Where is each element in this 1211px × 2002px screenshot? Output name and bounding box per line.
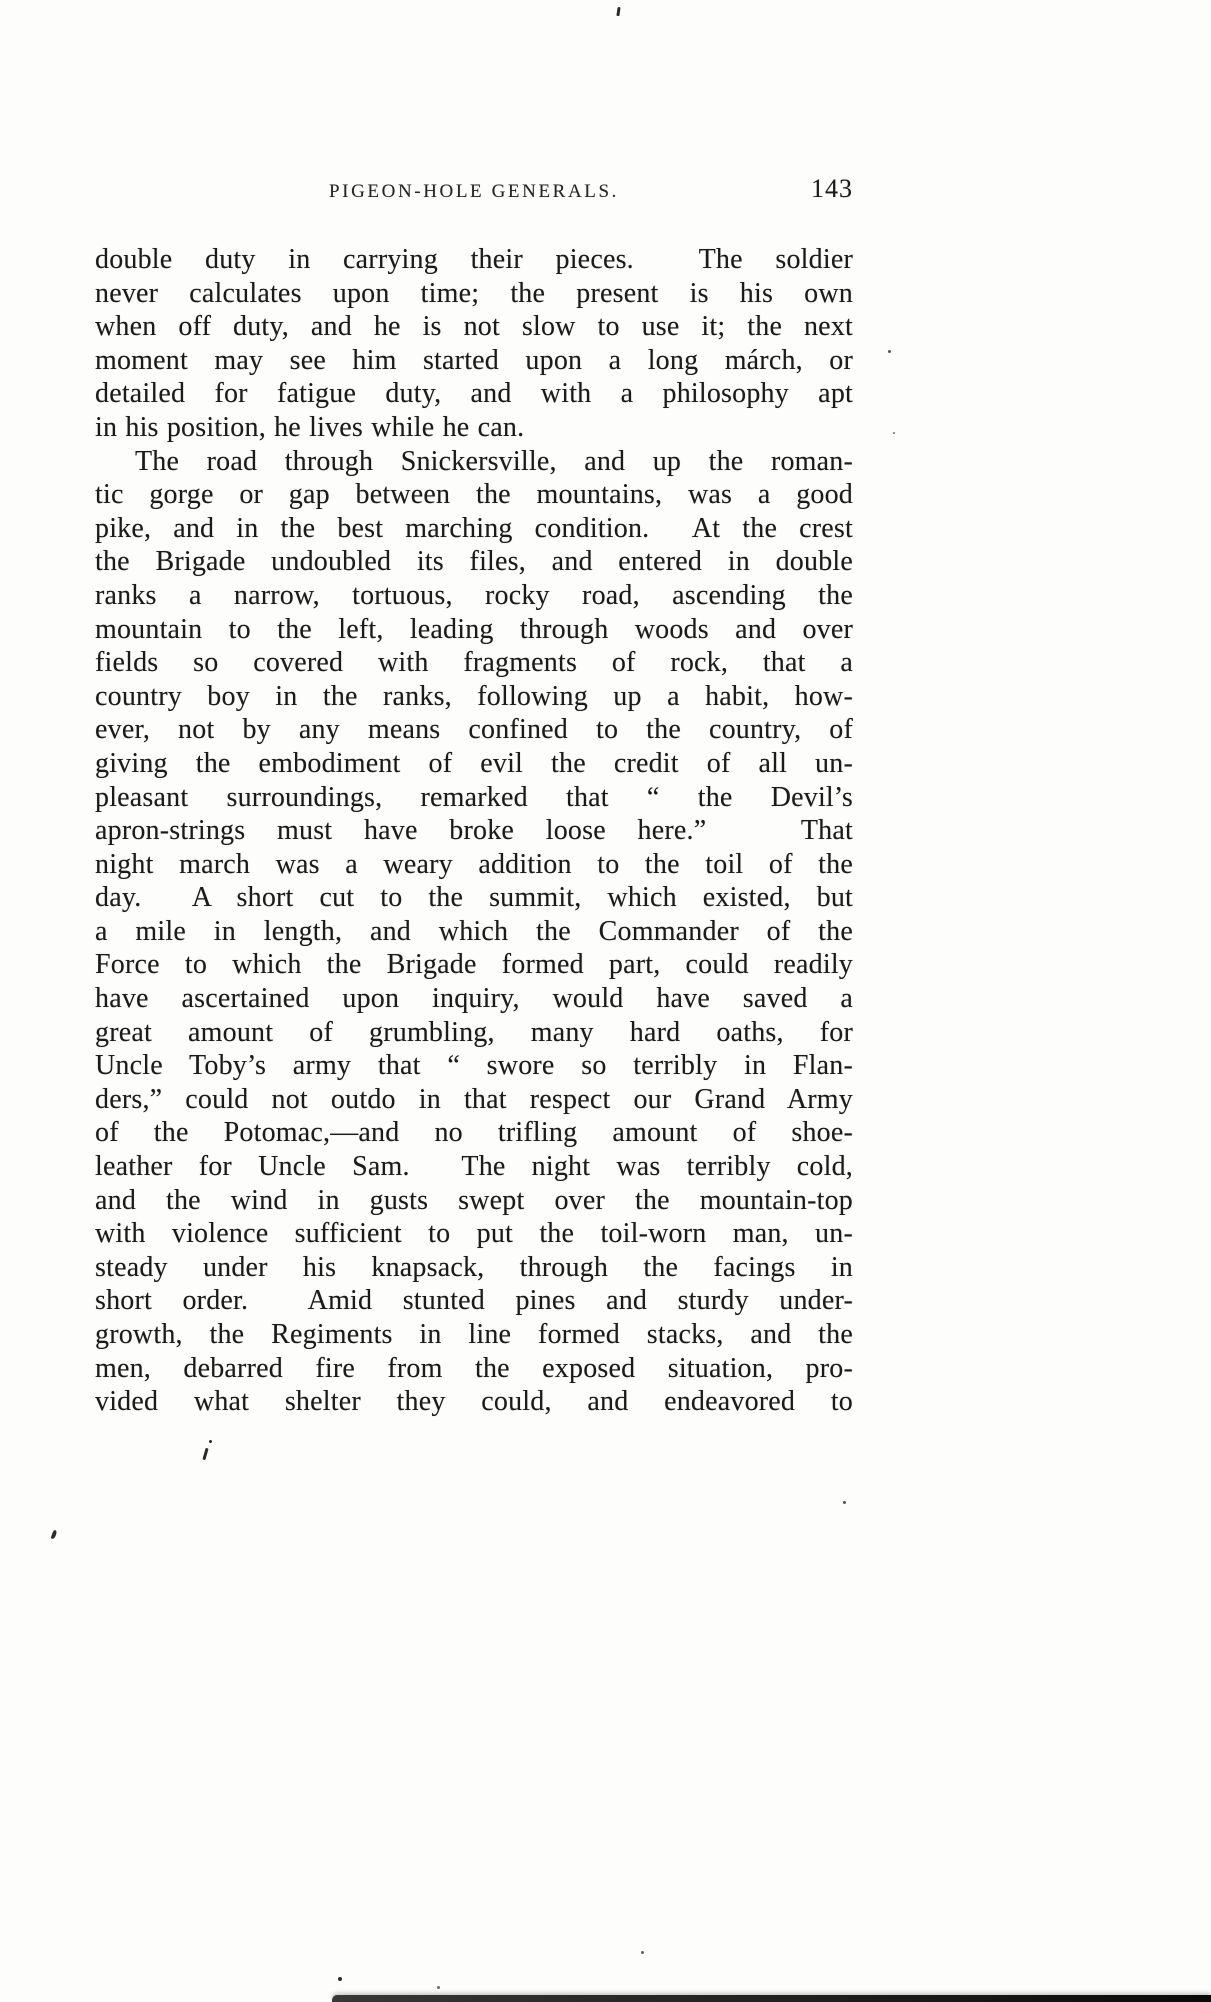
text-line: have ascertained upon inquiry, would have saved a: [95, 983, 853, 1015]
text-line: steady under his knapsack, through the facings in: [95, 1251, 853, 1283]
text-line: mountain to the left, leading through woods and over: [95, 613, 853, 645]
text-line: when off duty, and he is not slow to use it; the next: [95, 311, 853, 343]
scan-speck: [843, 1501, 846, 1504]
text-line: in his position, he lives while he can.: [95, 411, 525, 443]
text-line: giving the embodiment of evil the credit of all un-: [95, 747, 853, 779]
text-line: tic gorge or gap between the mountains, was a good: [95, 479, 853, 511]
text-line: growth, the Regiments in line formed stacks, and the: [95, 1319, 853, 1350]
text-line: of the Potomac,—and no trifling amount of shoe-: [95, 1117, 853, 1149]
text-line: with violence sufficient to put the toil-worn man, un-: [95, 1218, 853, 1250]
text-line: detailed for fatigue duty, and with a philosophy apt: [95, 378, 853, 410]
scan-speck: [893, 432, 895, 434]
scan-speck: [641, 1951, 644, 1954]
text-line: ever, not by any means confined to the country, of: [95, 714, 853, 746]
text-line: pike, and in the best marching condition. At the crest: [95, 512, 853, 544]
running-title: PIGEON-HOLE GENERALS.: [329, 181, 619, 202]
text-line: apron-strings must have broke loose here.” That: [95, 815, 853, 847]
text-line: fields so covered with fragments of rock, that a: [95, 647, 853, 679]
page-number: 143: [811, 174, 853, 203]
text-line: short order. Amid stunted pines and sturdy under-: [95, 1285, 853, 1317]
page-header: [95, 174, 853, 215]
scan-speck: [616, 7, 620, 16]
text-line: men, debarred fire from the exposed situation, pro-: [95, 1352, 853, 1384]
scan-speck: [202, 1448, 208, 1460]
text-line: Force to which the Brigade formed part, could readily: [95, 949, 853, 981]
text-line: The road through Snickersville, and up the roman-: [135, 445, 853, 477]
scan-speck: [888, 350, 891, 353]
text-line: a mile in length, and which the Commander of the: [95, 915, 853, 947]
text-line: the Brigade undoubled its files, and entered in double: [95, 546, 853, 578]
text-line: never calculates upon time; the present is his own: [95, 277, 853, 309]
text-line: leather for Uncle Sam. The night was terribly cold,: [95, 1151, 853, 1183]
text-line: double duty in carrying their pieces. The soldier: [95, 244, 853, 275]
text-line: country boy in the ranks, following up a habit, how-: [95, 680, 853, 712]
scan-speck: [437, 1986, 440, 1989]
text-line: great amount of grumbling, many hard oaths, for: [95, 1016, 853, 1048]
text-line: and the wind in gusts swept over the mountain-top: [95, 1184, 853, 1216]
text-line: day. A short cut to the summit, which existed, but: [95, 882, 853, 914]
text-line: moment may see him started upon a long márch, or: [95, 344, 853, 376]
text-line: ders,” could not outdo in that respect our Grand Army: [95, 1083, 853, 1115]
scan-speck: [209, 1440, 212, 1443]
text-line: night march was a weary addition to the toil of the: [95, 848, 853, 880]
text-line: Uncle Toby’s army that “ swore so terribly in Flan-: [95, 1050, 853, 1082]
scan-speck: [338, 1977, 342, 1981]
page-body: [95, 243, 853, 1419]
text-line: vided what shelter they could, and endeavored to: [95, 1386, 853, 1418]
scan-speck: [51, 1530, 58, 1540]
text-line: ranks a narrow, tortuous, rocky road, ascending the: [95, 579, 853, 611]
scan-edge-shadow: [332, 1995, 1211, 2002]
text-line: pleasant surroundings, remarked that “ the Devil’s: [95, 781, 853, 813]
